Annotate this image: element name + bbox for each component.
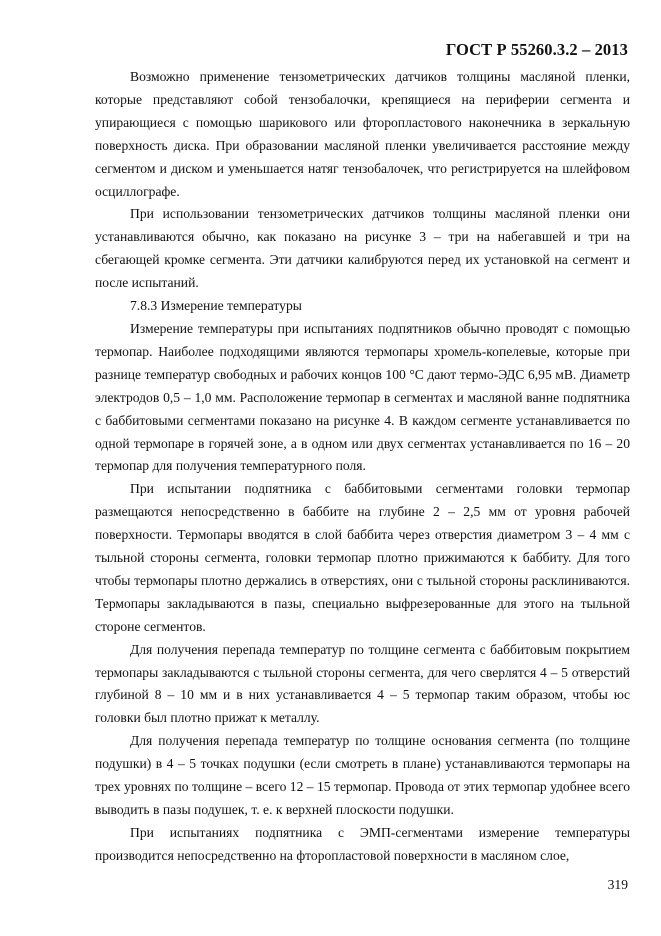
paragraph-babbitt-segments: При испытании подпятника с баббитовыми сегментами головки термопар размещаются непосредственно в баббите на глубине 2 – 2,5 мм от уровня рабочей поверхности. Термопары вводятся в слой баббита через отверстия диаметром 3 – 4 мм с тыльной стороны сегмента, головки термопар плотно прижимаются к баббиту. Для того чтобы термопары плотно держались в отверстиях, они с тыльной стороны расклиниваются. Термопары закладываются в пазы, специально выфрезерованные для этого на тыльной стороне сегментов. <box>95 481 630 634</box>
body-text <box>95 66 630 868</box>
paragraph-temperature-drop-base: Для получения перепада температур по толщине основания сегмента (по толщине подушки) в 4 – 5 точках подушки (если смотреть в плане) устанавливаются термопары на трех уровнях по толщине – всего 12 – 15 термопар. Провода от этих термопар удобнее всего выводить в пазы подушек, т. е. к верхней плоскости подушки. <box>95 733 630 817</box>
section-heading-temperature: 7.8.3 Измерение температуры <box>130 298 302 314</box>
paragraph-temperature-drop-segment: Для получения перепада температур по толщине сегмента с баббитовым покрытием термопары закладываются с тыльной стороны сегмента, для чего сверлятся 4 – 5 отверстий глубиной 8 – 10 мм и в них устанавливается 4 – 5 термопар таким образом, чтобы юс головки был плотно прижат к металлу. <box>95 641 630 726</box>
paragraph-emp-segments: При испытаниях подпятника с ЭМП-сегментами измерение температуры производится непосредственно на фторопластовой поверхности в масляном слое, <box>95 824 630 863</box>
paragraph-tensometric-sensors: Возможно применение тензометрических датчиков толщины масляной пленки, которые представляют собой тензобалочки, крепящиеся на периферии сегмента и упирающиеся с помощью шарикового или фторопластового наконечника в зеркальную поверхность диска. При образовании масляной пленки увеличивается расстояние между сегментом и диском и уменьшается натяг тензобалочек, что регистрируется на шлейфовом осциллографе. <box>95 69 630 199</box>
paragraph-sensor-installation: При использовании тензометрических датчиков толщины масляной пленки они устанавливаются обычно, как показано на рисунке 3 – три на набегавшей и три на сбегающей кромке сегмента. Эти датчики калибруются перед их установкой на сегмент и после испытаний. <box>95 206 630 291</box>
page-number: 319 <box>607 877 628 892</box>
standard-header: ГОСТ Р 55260.3.2 – 2013 <box>445 40 628 59</box>
paragraph-thermocouples: Измерение температуры при испытаниях подпятников обычно проводят с помощью термопар. Наиболее подходящими являются термопары хромель-копелевые, которые при разнице температур свободных и рабочих концов 100 °С дают термо-ЭДС 6,95 мВ. Диаметр электродов 0,5 – 1,0 мм. Расположение термопар в сегментах и масляной ванне подпятника с баббитовыми сегментами показано на рисунке 4. В каждом сегменте устанавливается по одной термопаре в горячей зоне, а в одном или двух сегментах устанавливается по 16 – 20 термопар для получения температурного поля. <box>95 320 630 474</box>
